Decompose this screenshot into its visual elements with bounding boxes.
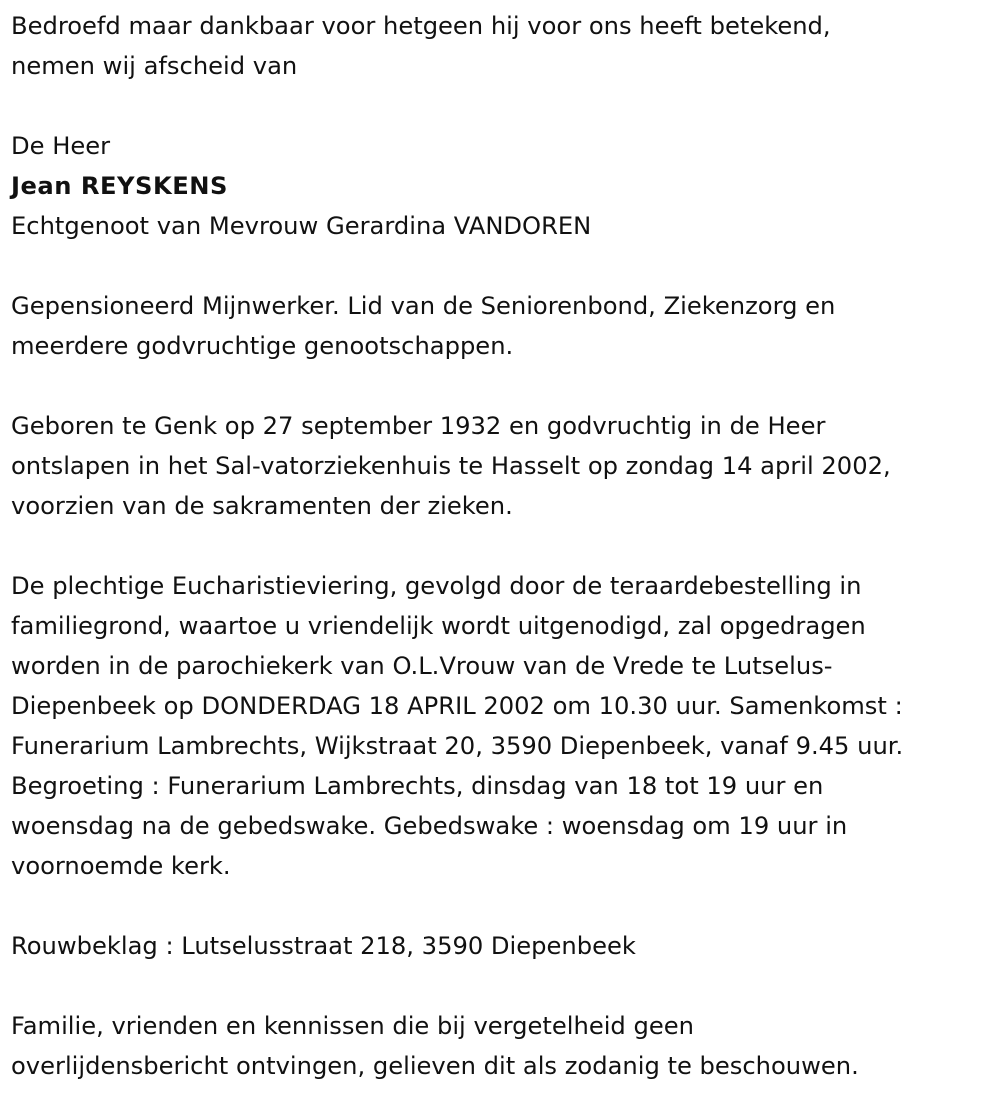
condolence-address: Rouwbeklag : Lutselusstraat 218, 3590 Diepenbeek	[11, 932, 636, 960]
deceased-block	[11, 126, 996, 246]
occupation-text: Gepensioneerd Mijnwerker. Lid van de Seniorenbond, Ziekenzorg en meerdere godvruchtige genootschappen.	[11, 292, 836, 360]
death-notice	[11, 6, 996, 1086]
deceased-name: Jean REYSKENS	[11, 172, 228, 200]
spouse-line: Echtgenoot van Mevrouw Gerardina VANDOREN	[11, 212, 592, 240]
ceremony-text: De plechtige Eucharistieviering, gevolgd door de teraardebestelling in familiegrond, waartoe u vriendelijk wordt uitgenodigd, zal opgedragen worden in de parochiekerk van O.L.Vrouw van de Vrede te Lutselus- Diepenbeek op DONDERDAG 18 APRIL 2002 om 10.30 uur. Samenkomst : Funerarium Lambrechts, Wijkstraat 20, 3590 Diepenbeek, vanaf 9.45 uur. Begroeting : Funerarium Lambrechts, dinsdag van 18 tot 19 uur en woensdag na de gebedswake. Gebedswake : woensdag om 19 uur in voornoemde kerk.	[11, 572, 904, 880]
deceased-title: De Heer	[11, 132, 111, 160]
intro-text: Bedroefd maar dankbaar voor hetgeen hij voor ons heeft betekend, nemen wij afscheid van	[11, 12, 831, 80]
birth-death-text: Geboren te Genk op 27 september 1932 en godvruchtig in de Heer ontslapen in het Sal-vatorziekenhuis te Hasselt op zondag 14 april 2002, voorzien van de sakramenten der zieken.	[11, 412, 891, 520]
closing-text: Familie, vrienden en kennissen die bij vergetelheid geen overlijdensbericht ontvingen, gelieven dit als zodanig te beschouwen.	[11, 1012, 859, 1080]
